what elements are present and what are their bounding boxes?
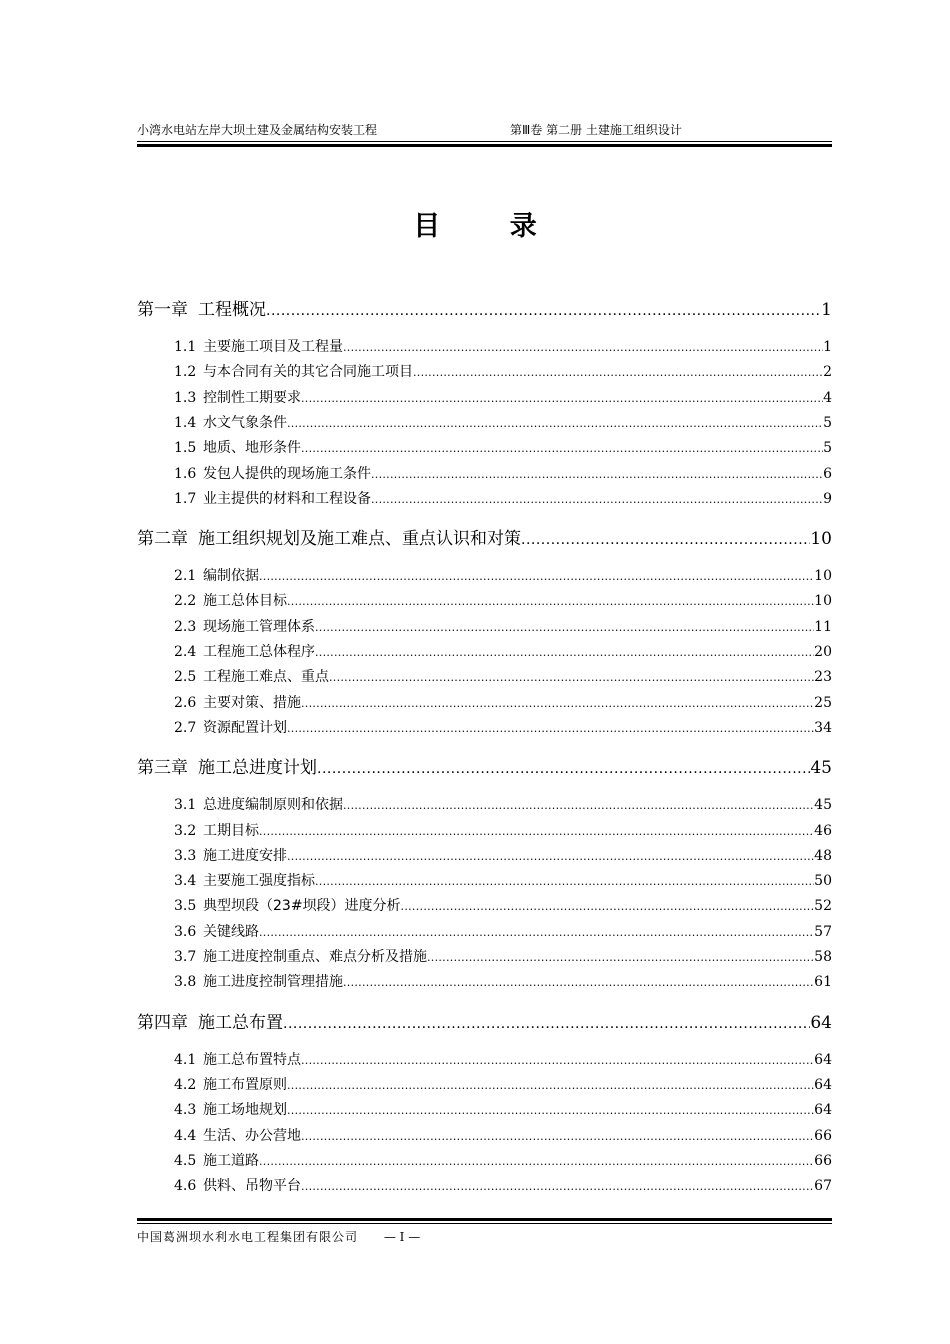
toc-entry-label: 施工布置原则 xyxy=(203,1076,287,1093)
toc-entry-number: 4.4 xyxy=(174,1127,197,1144)
toc-entry-number: 第二章 xyxy=(137,529,188,550)
toc-section-entry[interactable] xyxy=(174,1125,832,1145)
toc-entry-label: 施工道路 xyxy=(203,1152,259,1169)
toc-section-entry[interactable] xyxy=(174,946,832,966)
toc-dot-leader xyxy=(287,1079,814,1092)
toc-section-entry[interactable] xyxy=(174,616,832,636)
toc-dot-leader xyxy=(343,976,814,989)
toc-entry-page: 52 xyxy=(814,898,832,915)
toc-entry-label: 工程施工总体程序 xyxy=(203,644,315,660)
toc-entry-page: 64 xyxy=(810,1012,832,1033)
toc-entry-page: 64 xyxy=(814,1076,832,1093)
toc-dot-leader xyxy=(301,1130,814,1143)
footer-rule-thin xyxy=(137,1223,832,1224)
toc-entry-label: 总进度编制原则和依据 xyxy=(203,797,343,814)
header-rule-thin xyxy=(137,141,832,142)
toc-section-entry[interactable] xyxy=(174,1074,832,1094)
footer-rule-thick xyxy=(137,1218,832,1221)
toc-entry-label: 主要施工项目及工程量 xyxy=(203,339,343,355)
toc-section-entry[interactable] xyxy=(174,1150,832,1170)
toc-entry-page: 46 xyxy=(814,822,832,839)
toc-entry-number: 第四章 xyxy=(137,1012,188,1033)
toc-dot-leader xyxy=(266,303,821,319)
toc-entry-label: 施工总体目标 xyxy=(203,593,287,610)
toc-dot-leader xyxy=(413,366,823,379)
toc-entry-number: 3.5 xyxy=(174,898,197,915)
toc-section-entry[interactable] xyxy=(174,1049,832,1069)
toc-dot-leader xyxy=(287,1104,814,1117)
toc-chapter-entry[interactable] xyxy=(137,753,832,777)
toc-dot-leader xyxy=(287,417,823,430)
toc-dot-leader xyxy=(259,926,814,939)
toc-dot-leader xyxy=(283,1016,810,1032)
footer-company: 中国葛洲坝水利水电工程集团有限公司 xyxy=(137,1230,359,1244)
header-volume-title: 第Ⅲ卷 第二册 土建施工组织设计 xyxy=(510,123,682,137)
toc-entry-number: 2.7 xyxy=(174,719,197,736)
toc-entry-label: 施工总布置 xyxy=(198,1012,283,1033)
toc-entry-label: 现场施工管理体系 xyxy=(203,618,315,635)
toc-entry-page: 66 xyxy=(814,1152,832,1169)
toc-dot-leader xyxy=(301,392,823,405)
toc-entry-page: 50 xyxy=(814,873,832,890)
toc-entry-label: 施工总进度计划 xyxy=(198,758,317,779)
toc-dot-leader xyxy=(329,671,814,684)
toc-dot-leader xyxy=(287,595,814,608)
toc-entry-number: 2.2 xyxy=(174,593,197,610)
toc-section-entry[interactable] xyxy=(174,717,832,737)
toc-section-entry[interactable] xyxy=(174,412,832,432)
toc-entry-label: 生活、办公营地 xyxy=(203,1127,301,1144)
toc-entry-number: 3.6 xyxy=(174,923,197,940)
toc-entry-label: 施工场地规划 xyxy=(203,1102,287,1119)
toc-entry-label: 工程概况 xyxy=(198,300,266,320)
toc-entry-label: 地质、地形条件 xyxy=(203,440,301,457)
toc-entry-page: 6 xyxy=(823,465,832,482)
toc-dot-leader xyxy=(287,722,814,735)
toc-dot-leader xyxy=(259,825,814,838)
toc-dot-leader xyxy=(401,900,815,913)
toc-entry-page: 1 xyxy=(823,339,832,355)
toc-entry-label: 水文气象条件 xyxy=(203,414,287,431)
toc-entry-label: 工程施工难点、重点 xyxy=(203,669,329,686)
toc-entry-number: 4.5 xyxy=(174,1152,197,1169)
toc-entry-page: 64 xyxy=(814,1102,832,1119)
toc-dot-leader xyxy=(317,761,810,777)
toc-entry-label: 施工组织规划及施工难点、重点认识和对策 xyxy=(198,529,521,550)
toc-entry-page: 58 xyxy=(814,949,832,965)
toc-entry-label: 关键线路 xyxy=(203,923,259,940)
toc-dot-leader xyxy=(521,532,810,548)
toc-dot-leader xyxy=(259,570,814,583)
toc-section-entry[interactable] xyxy=(174,921,832,941)
toc-entry-label: 编制依据 xyxy=(203,568,259,585)
toc-entry-label: 主要施工强度指标 xyxy=(203,873,315,890)
toc-entry-page: 9 xyxy=(823,490,832,507)
toc-dot-leader xyxy=(301,1180,814,1193)
footer-page-number: — I — xyxy=(383,1230,421,1244)
header-rule-thick xyxy=(137,144,832,147)
toc-entry-number: 1.2 xyxy=(174,364,197,381)
toc-dot-leader xyxy=(343,799,814,812)
toc-entry-label: 施工总布置特点 xyxy=(203,1051,301,1068)
toc-section-entry[interactable] xyxy=(174,336,832,356)
toc-entry-number: 2.1 xyxy=(174,568,197,585)
toc-dot-leader xyxy=(343,341,823,354)
toc-entry-label: 主要对策、措施 xyxy=(203,694,301,711)
page-footer xyxy=(137,1228,832,1246)
toc-entry-page: 45 xyxy=(810,758,832,779)
toc-entry-label: 施工进度控制重点、难点分析及措施 xyxy=(203,949,427,965)
toc-dot-leader xyxy=(371,493,823,506)
toc-entry-number: 第一章 xyxy=(137,300,188,320)
toc-entry-page: 2 xyxy=(823,364,832,381)
toc-dot-leader xyxy=(371,468,823,481)
header-project-title: 小湾水电站左岸大坝土建及金属结构安装工程 xyxy=(137,123,378,137)
toc-dot-leader xyxy=(259,1155,814,1168)
toc-entry-label: 典型坝段（23#坝段）进度分析 xyxy=(203,898,401,915)
toc-section-entry[interactable] xyxy=(174,895,832,915)
toc-entry-label: 与本合同有关的其它合同施工项目 xyxy=(203,364,413,381)
toc-entry-page: 5 xyxy=(823,414,832,431)
toc-section-entry[interactable] xyxy=(174,794,832,814)
toc-entry-number: 4.1 xyxy=(174,1051,197,1068)
toc-entry-number: 2.6 xyxy=(174,694,197,711)
toc-section-entry[interactable] xyxy=(174,666,832,686)
toc-entry-page: 1 xyxy=(821,300,832,320)
toc-entry-page: 10 xyxy=(810,529,832,550)
toc-section-entry[interactable] xyxy=(174,870,832,890)
toc-chapter-entry[interactable] xyxy=(137,295,832,319)
toc-section-entry[interactable] xyxy=(174,845,832,865)
toc-entry-page: 61 xyxy=(814,974,832,991)
toc-section-entry[interactable] xyxy=(174,488,832,508)
toc-entry-number: 4.6 xyxy=(174,1178,197,1195)
toc-entry-number: 第三章 xyxy=(137,758,188,779)
toc-entry-label: 施工进度控制管理措施 xyxy=(203,974,343,991)
toc-section-entry[interactable] xyxy=(174,387,832,407)
toc-entry-page: 57 xyxy=(814,923,832,940)
toc-entry-page: 67 xyxy=(814,1178,832,1195)
toc-entry-number: 1.7 xyxy=(174,490,197,507)
toc-entry-label: 发包人提供的现场施工条件 xyxy=(203,465,371,482)
toc-entry-page: 48 xyxy=(814,847,832,864)
toc-entry-number: 1.3 xyxy=(174,389,197,406)
toc-entry-page: 45 xyxy=(814,797,832,814)
toc-section-entry[interactable] xyxy=(174,971,832,991)
toc-entry-page: 64 xyxy=(814,1051,832,1068)
toc-entry-label: 控制性工期要求 xyxy=(203,389,301,406)
toc-entry-number: 3.3 xyxy=(174,847,197,864)
toc-entry-page: 25 xyxy=(814,694,832,711)
toc-entry-page: 10 xyxy=(814,593,832,610)
toc-entry-label: 业主提供的材料和工程设备 xyxy=(203,490,371,507)
toc-entry-label: 资源配置计划 xyxy=(203,719,287,736)
toc-section-entry[interactable] xyxy=(174,437,832,457)
toc-entry-number: 1.1 xyxy=(174,339,197,355)
toc-entry-number: 3.2 xyxy=(174,822,197,839)
toc-dot-leader xyxy=(287,850,814,863)
toc-entry-label: 供料、吊物平台 xyxy=(203,1178,301,1195)
toc-section-entry[interactable] xyxy=(174,361,832,381)
toc-section-entry[interactable] xyxy=(174,1099,832,1119)
toc-dot-leader xyxy=(301,1054,814,1067)
toc-section-entry[interactable] xyxy=(174,641,832,661)
toc-section-entry[interactable] xyxy=(174,565,832,585)
toc-entry-number: 1.4 xyxy=(174,414,197,431)
toc-section-entry[interactable] xyxy=(174,692,832,712)
toc-entry-number: 2.3 xyxy=(174,618,197,635)
toc-entry-number: 4.3 xyxy=(174,1102,197,1119)
toc-entry-page: 23 xyxy=(814,669,832,686)
toc-section-entry[interactable] xyxy=(174,820,832,840)
toc-dot-leader xyxy=(315,621,814,634)
toc-entry-number: 2.5 xyxy=(174,669,197,686)
toc-entry-number: 3.4 xyxy=(174,873,197,890)
toc-entry-number: 2.4 xyxy=(174,644,197,660)
toc-chapter-entry[interactable] xyxy=(137,524,832,548)
toc-entry-page: 34 xyxy=(814,719,832,736)
toc-entry-page: 20 xyxy=(814,644,832,660)
toc-entry-label: 施工进度安排 xyxy=(203,847,287,864)
toc-entry-number: 3.8 xyxy=(174,974,197,991)
page-title: 目 录 xyxy=(413,211,567,242)
toc-chapter-entry[interactable] xyxy=(137,1008,832,1032)
toc-entry-number: 1.6 xyxy=(174,465,197,482)
toc-entry-page: 10 xyxy=(814,568,832,585)
toc-section-entry[interactable] xyxy=(174,590,832,610)
toc-entry-number: 4.2 xyxy=(174,1076,197,1093)
toc-section-entry[interactable] xyxy=(174,1175,832,1195)
toc-dot-leader xyxy=(315,646,814,659)
toc-section-entry[interactable] xyxy=(174,463,832,483)
page-header xyxy=(137,121,832,139)
toc-entry-number: 3.7 xyxy=(174,949,197,965)
toc-entry-page: 4 xyxy=(823,389,832,406)
toc-entry-number: 3.1 xyxy=(174,797,197,814)
toc-dot-leader xyxy=(301,697,814,710)
toc-entry-number: 1.5 xyxy=(174,440,197,457)
toc-dot-leader xyxy=(315,875,814,888)
toc-dot-leader xyxy=(427,951,814,964)
toc-entry-page: 66 xyxy=(814,1127,832,1144)
toc-entry-page: 11 xyxy=(814,618,832,635)
toc-dot-leader xyxy=(301,442,823,455)
toc-entry-label: 工期目标 xyxy=(203,822,259,839)
toc-entry-page: 5 xyxy=(823,440,832,457)
